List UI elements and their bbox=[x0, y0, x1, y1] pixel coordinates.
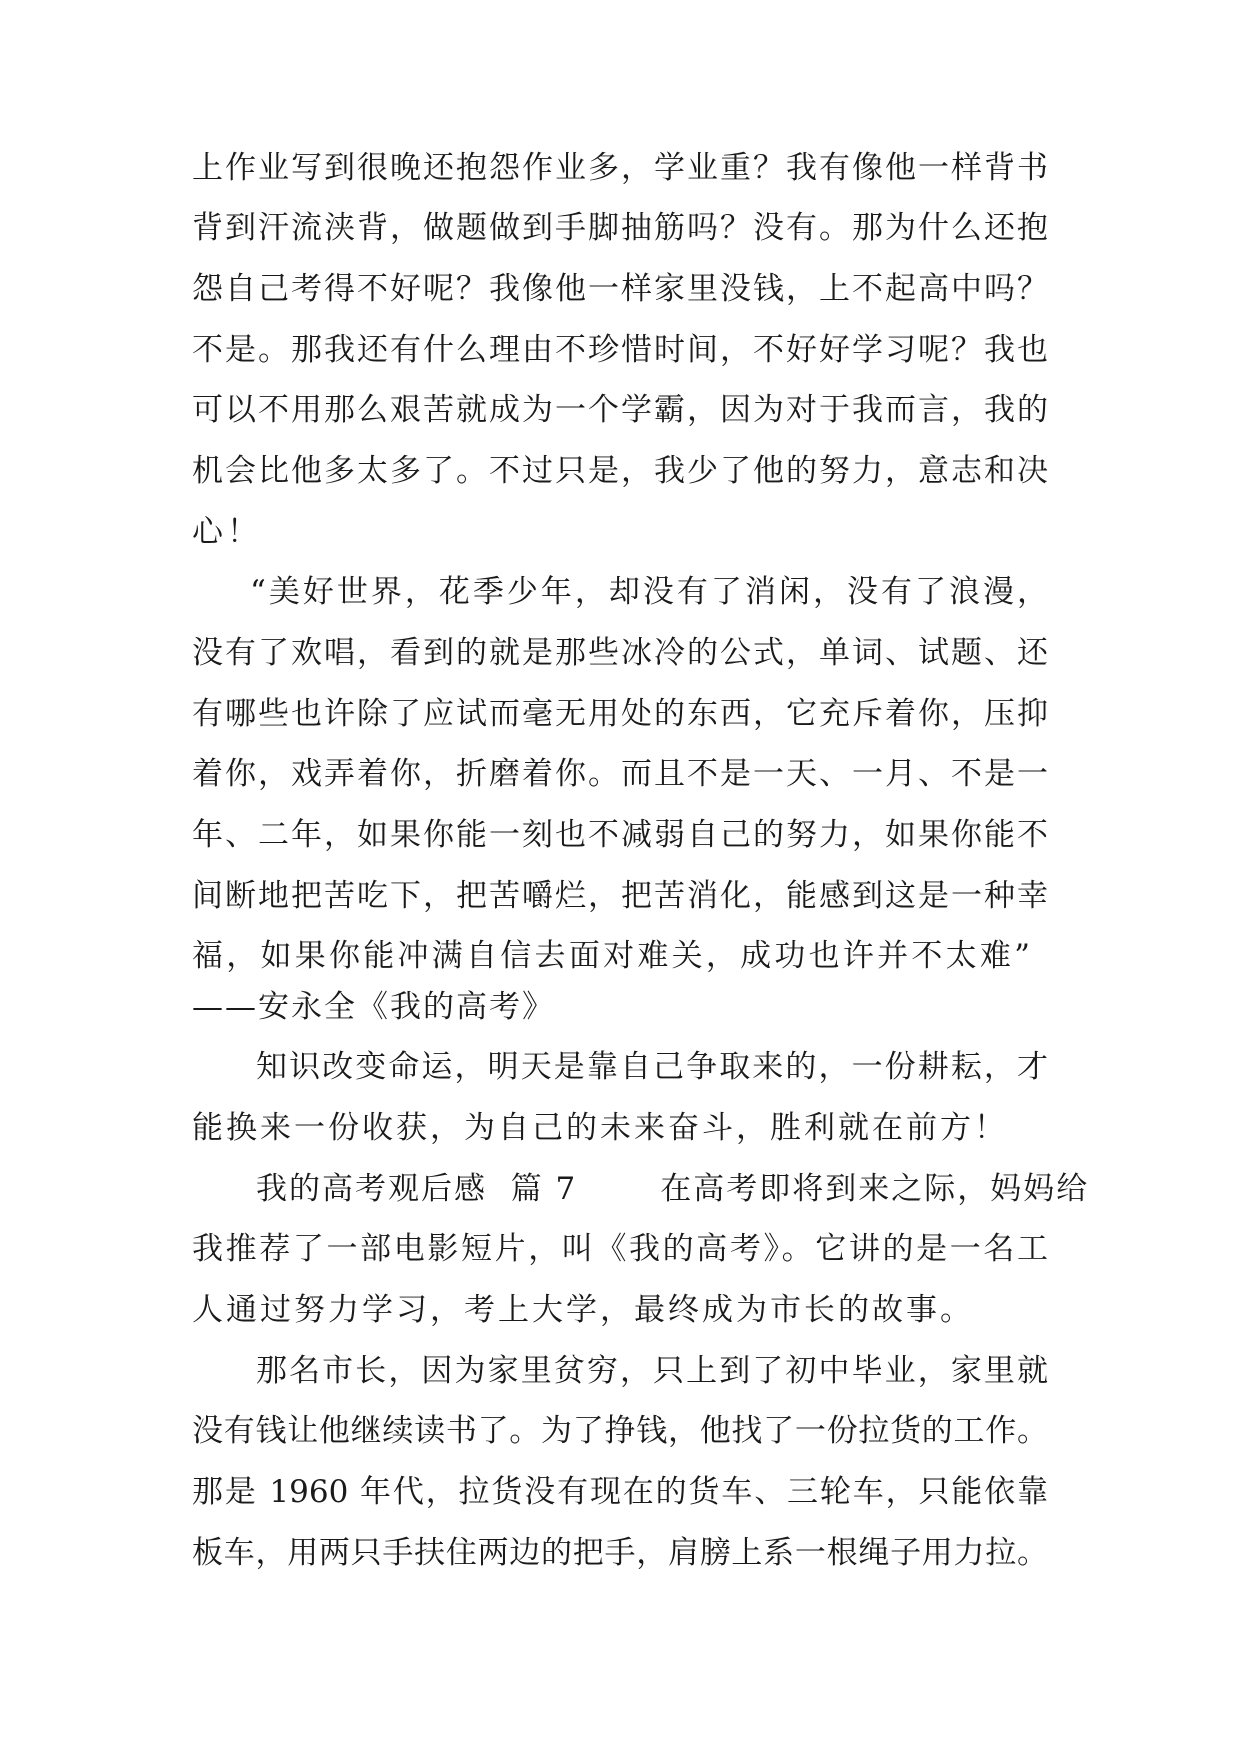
text-line: 不是。那我还有什么理由不珍惜时间，不好好学习呢？我也 bbox=[192, 332, 1048, 368]
text-line: 那名市长，因为家里贫穷，只上到了初中毕业，家里就 bbox=[256, 1353, 1048, 1389]
quote-attribution: ——安永全《我的高考》 bbox=[192, 989, 555, 1025]
text-line: 板车，用两只手扶住两边的把手，肩膀上系一根绳子用力拉。 bbox=[192, 1535, 1048, 1571]
section-heading-line: 我的高考观后感 篇 7 在高考即将到来之际，妈妈给 bbox=[256, 1171, 1090, 1207]
text-line: 上作业写到很晚还抱怨作业多，学业重？我有像他一样背书 bbox=[192, 150, 1048, 186]
quote-line: “美好世界，花季少年，却没有了消闲，没有了浪漫， bbox=[250, 574, 1048, 610]
text-line: 心！ bbox=[192, 514, 262, 550]
text-line: 背到汗流浃背，做题做到手脚抽筋吗？没有。那为什么还抱 bbox=[192, 210, 1048, 246]
text-line: 机会比他多太多了。不过只是，我少了他的努力，意志和决 bbox=[192, 453, 1048, 489]
quote-line: 年、二年，如果你能一刻也不减弱自己的努力，如果你能不 bbox=[192, 817, 1048, 853]
quote-line: 间断地把苦吃下，把苦嚼烂，把苦消化，能感到这是一种幸 bbox=[192, 878, 1048, 914]
text-line: 那是 1960 年代，拉货没有现在的货车、三轮车，只能依靠 bbox=[192, 1474, 1048, 1510]
quote-line: 没有了欢唱，看到的就是那些冰冷的公式，单词、试题、还 bbox=[192, 635, 1048, 671]
text-line: 我推荐了一部电影短片，叫《我的高考》。它讲的是一名工 bbox=[192, 1231, 1048, 1267]
quote-line: 有哪些也许除了应试而毫无用处的东西，它充斥着你，压抑 bbox=[192, 696, 1048, 732]
text-line: 知识改变命运，明天是靠自己争取来的，一份耕耘，才 bbox=[256, 1049, 1048, 1085]
text-line: 人通过努力学习，考上大学，最终成为市长的故事。 bbox=[192, 1292, 974, 1328]
text-line: 可以不用那么艰苦就成为一个学霸，因为对于我而言，我的 bbox=[192, 392, 1048, 428]
text-line: 没有钱让他继续读书了。为了挣钱，他找了一份拉货的工作。 bbox=[192, 1413, 1048, 1449]
text-line: 能换来一份收获，为自己的未来奋斗，胜利就在前方！ bbox=[192, 1110, 1008, 1146]
quote-line: 福，如果你能冲满自信去面对难关，成功也许并不太难” bbox=[192, 938, 1030, 974]
quote-line: 着你，戏弄着你，折磨着你。而且不是一天、一月、不是一 bbox=[192, 756, 1048, 792]
text-line: 怨自己考得不好呢？我像他一样家里没钱，上不起高中吗？ bbox=[192, 271, 1048, 307]
